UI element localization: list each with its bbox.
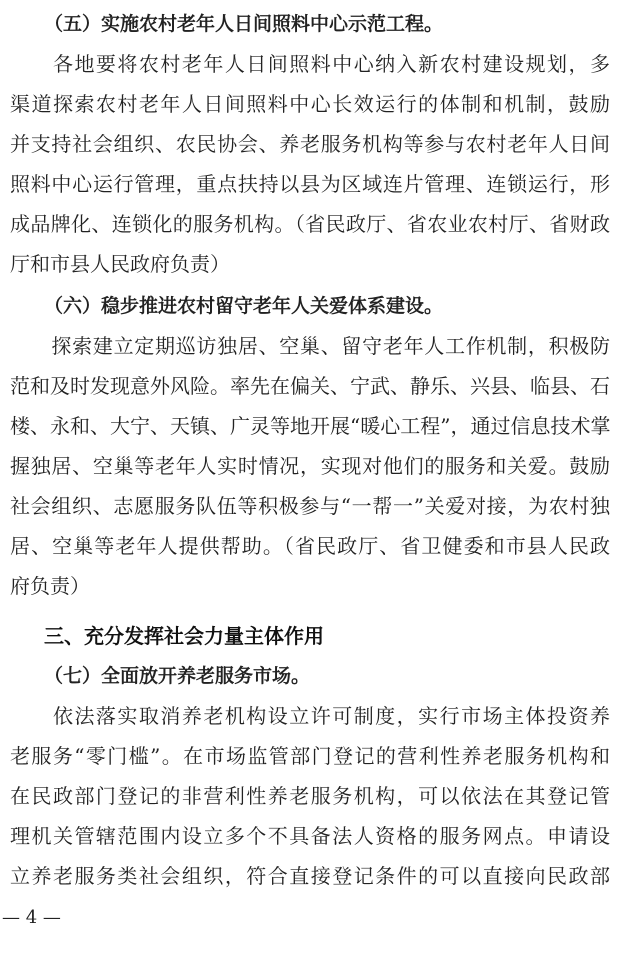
text-line: 楼、永和、大宁、天镇、广灵等地开展“暖心工程”，通过信息技术掌 <box>10 414 611 438</box>
text-line: 在民政部门登记的非营利性养老服务机构，可以依法在其登记管 <box>10 784 610 808</box>
text-line: 居、空巢等老年人提供帮助。（省民政厅、省卫健委和市县人民政 <box>10 534 610 558</box>
section-6-heading: （六）稳步推进农村留守老年人关爱体系建设。 <box>44 295 444 317</box>
text-line: 握独居、空巢等老年人实时情况，实现对他们的服务和关爱。鼓励 <box>10 454 610 478</box>
text-line: 渠道探索农村老年人日间照料中心长效运行的体制和机制，鼓励 <box>10 92 610 116</box>
page-number: — 4 — <box>2 907 61 928</box>
section-7-paragraph <box>10 696 610 896</box>
text-line: 并支持社会组织、农民协会、养老服务机构等参与农村老年人日间 <box>10 132 610 156</box>
text-line: 各地要将农村老年人日间照料中心纳入新农村建设规划，多 <box>10 52 610 76</box>
section-5-paragraph <box>10 44 610 284</box>
text-line: 照料中心运行管理，重点扶持以县为区域连片管理、连锁运行，形 <box>10 172 610 196</box>
text-line: 立养老服务类社会组织，符合直接登记条件的可以直接向民政部 <box>10 864 610 888</box>
text-line: 老服务“零门槛”。在市场监管部门登记的营利性养老服务机构和 <box>10 744 610 768</box>
section-7-heading: （七）全面放开养老服务市场。 <box>44 665 311 687</box>
text-line: 厅和市县人民政府负责） <box>10 252 230 276</box>
text-line: 范和及时发现意外风险。率先在偏关、宁武、静乐、兴县、临县、石 <box>10 374 610 398</box>
text-line: 理机关管辖范围内设立多个不具备法人资格的服务网点。申请设 <box>10 824 610 848</box>
text-line: 成品牌化、连锁化的服务机构。（省民政厅、省农业农村厅、省财政 <box>10 212 610 236</box>
section-5-heading: （五）实施农村老年人日间照料中心示范工程。 <box>44 13 444 35</box>
section-6-paragraph <box>10 326 610 606</box>
text-line: 探索建立定期巡访独居、空巢、留守老年人工作机制，积极防 <box>10 334 610 358</box>
part-3-heading: 三、充分发挥社会力量主体作用 <box>44 624 324 648</box>
text-line: 社会组织、志愿服务队伍等积极参与“一帮一”关爱对接，为农村独 <box>10 494 610 518</box>
text-line: 府负责） <box>10 574 90 598</box>
text-line: 依法落实取消养老机构设立许可制度，实行市场主体投资养 <box>10 704 610 728</box>
